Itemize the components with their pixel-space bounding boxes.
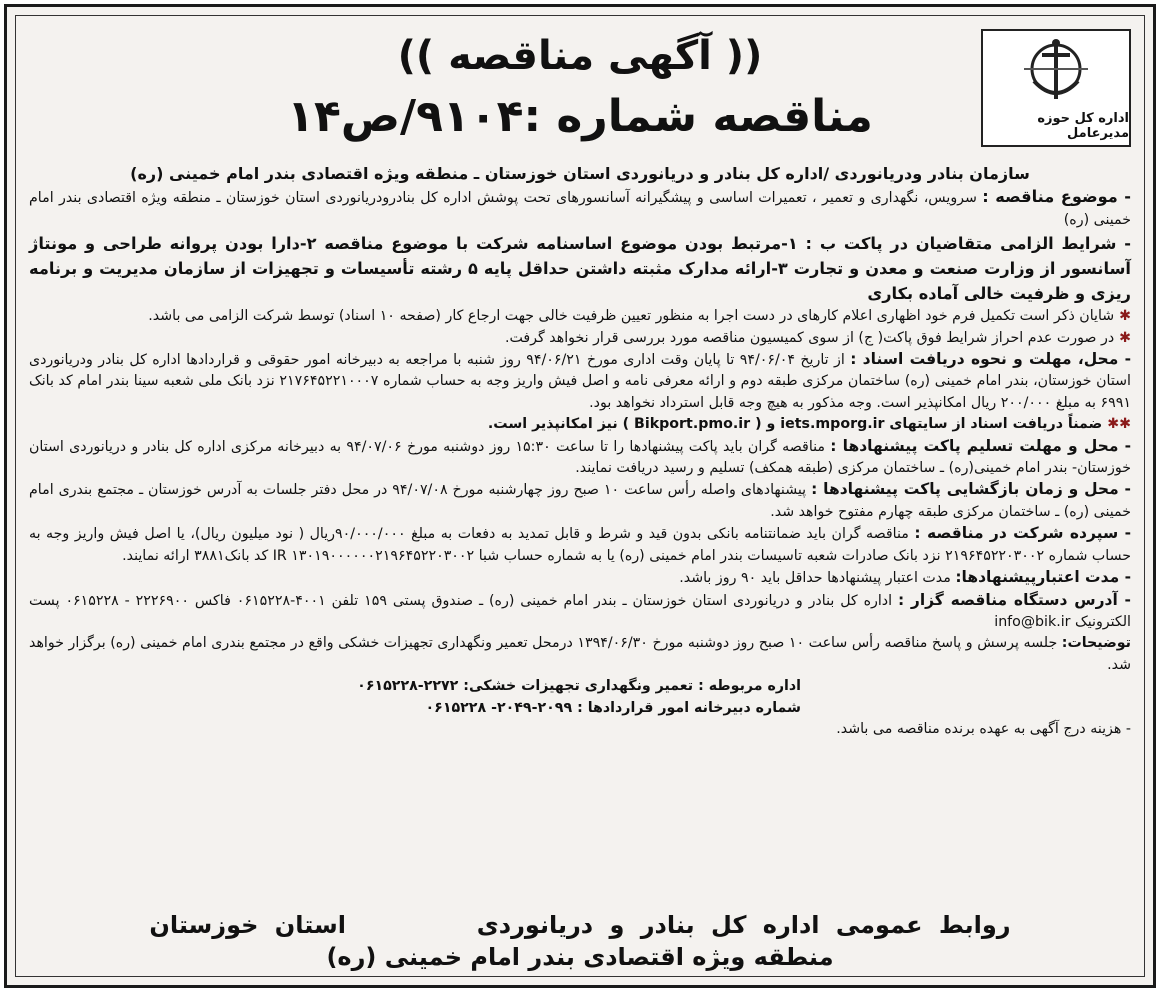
requirements-label: - شرایط الزامی متقاضیان در پاکت ب : [805, 234, 1131, 254]
submission-label: - محل و مهلت تسلیم پاکت پیشنهادها : [830, 436, 1132, 455]
organization-line: سازمان بنادر ودریانوردی /اداره کل بنادر و دریانوردی استان خوزستان ـ منطقه ویژه اقتصادی بندر امام خمینی (ره) [130, 164, 1030, 183]
documents-label: - محل، مهلت و نحوه دریافت اسناد : [850, 350, 1132, 369]
subject-paragraph [29, 184, 1131, 231]
logo-text: اداره کل حوزه مدیرعامل [1037, 111, 1129, 141]
logo-box [981, 29, 1131, 147]
note-2 [29, 328, 1131, 349]
submission-text: مناقصه گران باید پاکت پیشنهادها را تا ساعت ۱۵:۳۰ روز دوشنبه مورخ ۹۴/۰۷/۰۶ به دبیرخانه مرکزی اداره کل بنادر و دریانوردی استان خوزستان- بندر امام خمینی(ره) ـ ساختمان مرکزی (طبقه همکف) تسلیم و رسید دریافت نمایند. [29, 438, 1131, 477]
bullet-icon: ✱✱ [1102, 416, 1131, 433]
anchor-emblem-icon [1014, 35, 1098, 107]
validity-text: مدت اعتبار پیشنهادها حداقل باید ۹۰ روز باشد. [679, 570, 951, 587]
deposit-label: - سپرده شرکت در مناقصه : [914, 524, 1132, 543]
footer-public-relations: روابط عمومی اداره کل بنادر و دریانوردی [476, 911, 1011, 939]
notice-body [29, 163, 1131, 979]
submission-paragraph [29, 436, 1131, 480]
bullet-icon: ✱ [1114, 329, 1131, 346]
explanations-paragraph [29, 633, 1131, 676]
fee-note: - هزینه درج آگهی به عهده برنده مناقصه می باشد. [836, 720, 1131, 737]
address-text: اداره کل بنادر و دریانوردی استان خوزستان ـ بندر امام خمینی (ره) ـ صندوق پستی ۱۵۹ تلفن ۴۰۰۱-۰۶۱۵۲۲۸ فاکس ۲۲۲۶۹۰۰ - ۰۶۱۵۲۲۸ پست الکترونیک info@bik.ir [29, 592, 1131, 630]
requirements-paragraph [29, 231, 1131, 306]
opening-paragraph [29, 479, 1131, 523]
bullet-icon: ✱ [1114, 308, 1131, 325]
websites-text: ضمناً دریافت اسناد از سایتهای iets.mporg.ir و ( Bikport.pmo.ir ) نیز امکانپذیر است. [487, 416, 1103, 433]
requirements-text: ۱-مرتبط بودن موضوع اساسنامه شرکت با موضوع مناقصه ۲-دارا بودن پروانه طراحی و مونتاژ آسانسور از وزارت صنعت و معدن و تجارت ۳-ارائه مدارک مثبته داشتن حداقل پایه ۵ رشته تأسیسات و تجهیزات از سازمان مدیریت و برنامه ریزی و ظرفیت خالی آماده بکاری [29, 234, 1131, 304]
documents-text: از تاریخ ۹۴/۰۶/۰۴ تا پایان وقت اداری مورخ ۹۴/۰۶/۲۱ روز شنبه با مراجعه به دبیرخانه امور حقوقی و قراردادها اداره کل بنادر ودریانوردی استان خوزستان، بندر امام خمینی (ره) ساختمان مرکزی طبقه دوم و ارائه معرفی نامه و اصل فیش واریز وجه به حساب شماره ۲۱۷۶۴۵۲۲۱۰۰۰۷ نزد بانک ملی شعبه سینا بندر امام کد بانک ۶۹۹۱ به مبلغ ۲۰۰/۰۰۰ ریال امکانپذیر است. وجه مذکور به هیچ وجه قابل استرداد نخواهد بود. [29, 352, 1131, 411]
tender-number: مناقصه شماره :۹۱۰۴/ص۱۴ [287, 91, 873, 142]
tender-notice [4, 4, 1156, 988]
subject-label: - موضوع مناقصه : [982, 187, 1131, 207]
websites-paragraph [29, 414, 1131, 435]
subject-text: سرویس، نگهداری و تعمیر ، تعمیرات اساسی و پیشگیرانه آسانسورهای تحت پوشش اداره کل بنادرودریانوردی استان خوزستان ـ منطقه ویژه اقتصادی بندر امام خمینی (ره) [29, 190, 1131, 228]
opening-label: - محل و زمان بازگشایی پاکت پیشنهادها : [811, 480, 1131, 499]
department-contact [29, 676, 1131, 697]
opening-text: پیشنهادهای واصله رأس ساعت ۱۰ صبح روز چهارشنبه مورخ ۹۴/۰۷/۰۸ در محل دفتر جلسات به آدرس خوزستان ـ مجتمع بندری امام خمینی (ره) ـ ساختمان مرکزی طبقه چهارم مفتوح خواهد شد. [29, 482, 1131, 520]
note-2-text: در صورت عدم احراز شرایط فوق پاکت( ج) از سوی کمیسیون مناقصه مورد بررسی قرار نخواهد گرفت. [504, 329, 1115, 346]
department-label: اداره مربوطه : [698, 678, 801, 695]
validity-label: - مدت اعتبارپیشنهادها: [955, 568, 1131, 587]
department-name: تعمیر ونگهداری تجهیزات خشکی: [463, 678, 694, 695]
secretariat-label: شماره دبیرخانه امور قراردادها : [577, 699, 801, 716]
explanations-text: جلسه پرسش و پاسخ مناقصه رأس ساعت ۱۰ صبح روز دوشنبه مورخ ۱۳۹۴/۰۶/۳۰ درمحل تعمیر ونگهداری تجهیزات خشکی واقع در مجتمع بندری امام خمینی (ره) برگزار خواهد شد. [29, 635, 1131, 673]
department-phone: ۲۲۷۲-۰۶۱۵۲۲۸ [357, 678, 459, 695]
note-1 [29, 306, 1131, 327]
footer-line-2: منطقه ویژه اقتصادی بندر امام خمینی (ره) [326, 943, 834, 971]
explanations-label: توضیحات: [1061, 635, 1132, 652]
secretariat-phone: ۲۰۹۹-۲۰۴۹- ۰۶۱۵۲۲۸ [425, 699, 573, 716]
deposit-text: مناقصه گران باید ضمانتنامه بانکی بدون قید و شرط و قابل تمدید به دفعات به مبلغ ۹۰/۰۰۰/۰۰۰ریال ( نود میلیون ریال)، یا اصل فیش واریز وجه به حساب شماره ۲۱۹۶۴۵۲۲۰۳۰۰۲ نزد بانک صادرات شعبه تاسیسات بندر امام خمینی (ره) یا به شماره حساب شبا IR ۱۳۰۱۹۰۰۰۰۰۰۲۱۹۶۴۵۲۲۰۳۰۰۲ کد بانک۳۸۸۱ ارائه نمایند. [29, 526, 1131, 564]
note-1-text: شایان ذکر است تکمیل فرم خود اظهاری اعلام کارهای در دست اجرا به منظور تعیین ظرفیت خالی جهت ارجاع کار (صفحه ۱۰ اسناد) توسط شرکت الزامی می باشد. [148, 308, 1115, 325]
documents-paragraph [29, 349, 1131, 414]
footer-line-1 [29, 911, 1131, 939]
address-label: - آدرس دستگاه مناقصه گزار : [897, 590, 1131, 609]
address-paragraph [29, 590, 1131, 634]
notice-title: (( آگهی مناقصه )) [397, 33, 763, 79]
footer-province: استان خوزستان [149, 911, 346, 939]
validity-paragraph [29, 567, 1131, 589]
footer [29, 911, 1131, 971]
secretariat-contact [29, 698, 1131, 719]
deposit-paragraph [29, 523, 1131, 567]
